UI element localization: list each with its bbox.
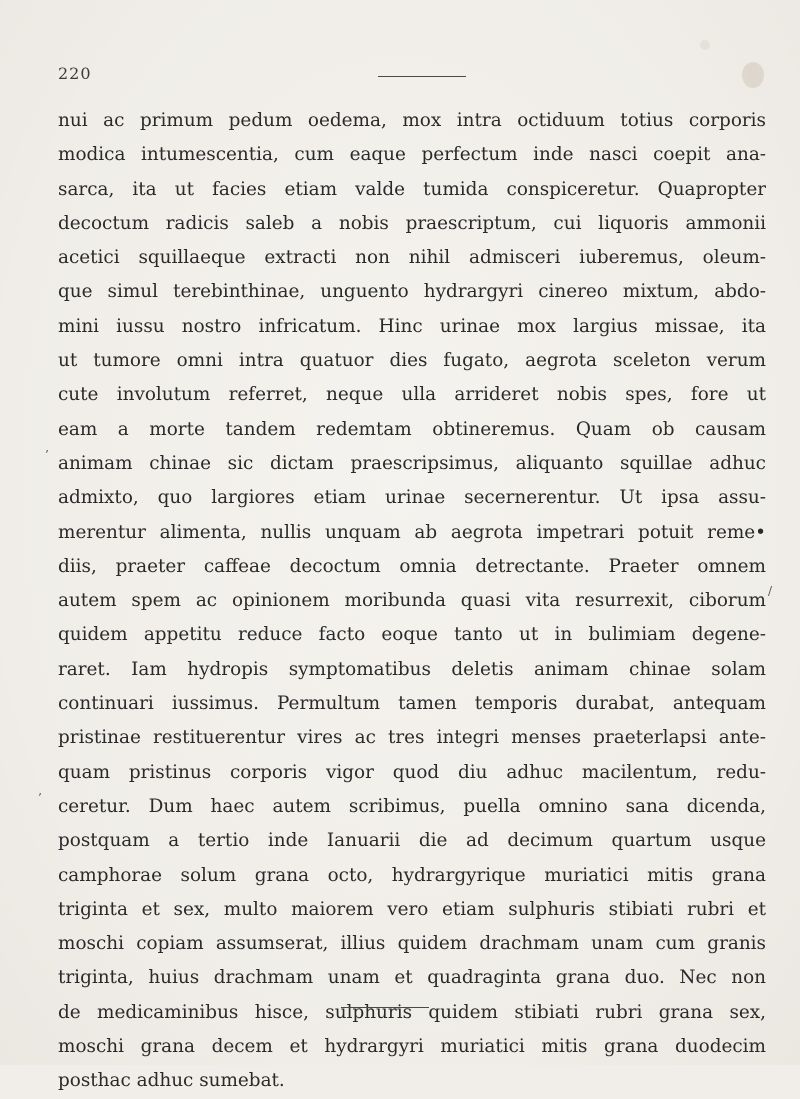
- text-line: quam pristinus corporis vigor quod diu adhuc macilentum, redu-: [58, 761, 766, 783]
- text-line: raret. Iam hydropis symptomatibus deletis animam chinae solam: [58, 658, 766, 680]
- footer-rule: [341, 1007, 429, 1008]
- page-header: [58, 64, 478, 84]
- text-line: moschi copiam assumserat, illius quidem drachmam unam cum granis: [58, 933, 766, 955]
- text-line: quidem appetitu reduce facto eoque tanto ut in bulimiam degene-: [58, 624, 766, 646]
- text-line: autem spem ac opinionem moribunda quasi vita resurrexit, ciborum: [58, 590, 766, 612]
- margin-mark: ’: [38, 791, 42, 805]
- text-line: acetici squillaeque extracti non nihil admisceri iuberemus, oleum-: [58, 247, 766, 269]
- text-line: eam a morte tandem redemtam obtineremus. Quam ob causam: [58, 418, 766, 440]
- paper-stain: [742, 62, 764, 88]
- text-line: posthac adhuc sumebat.: [58, 1070, 285, 1092]
- margin-mark: ’: [45, 448, 49, 462]
- text-line: moschi grana decem et hydrargyri muriatici mitis grana duodecim: [58, 1036, 766, 1058]
- text-line: triginta, huius drachmam unam et quadraginta grana duo. Nec non: [58, 967, 766, 989]
- text-line: que simul terebinthinae, unguento hydrargyri cinereo mixtum, abdo-: [58, 281, 766, 303]
- text-line: modica intumescentia, cum eaque perfectum inde nasci coepit ana-: [58, 144, 766, 166]
- text-line: ceretur. Dum haec autem scribimus, puella omnino sana dicenda,: [58, 795, 766, 817]
- text-line: triginta et sex, multo maiorem vero etiam sulphuris stibiati rubri et: [58, 898, 766, 920]
- margin-mark: /: [768, 584, 773, 598]
- text-line: continuari iussimus. Permultum tamen temporis durabat, antequam: [58, 693, 766, 715]
- text-line: admixto, quo largiores etiam urinae secernerentur. Ut ipsa assu-: [58, 487, 766, 509]
- text-line: pristinae restituerentur vires ac tres integri menses praeterlapsi ante-: [58, 727, 766, 749]
- body-text: [58, 104, 766, 1099]
- text-line: nui ac primum pedum oedema, mox intra octiduum totius corporis: [58, 110, 766, 131]
- page-number: 220: [58, 64, 92, 83]
- text-line: sarca, ita ut facies etiam valde tumida conspiceretur. Quapropter: [58, 178, 766, 200]
- text-line: animam chinae sic dictam praescripsimus, aliquanto squillae adhuc: [58, 452, 766, 474]
- text-line: mini iussu nostro infricatum. Hinc urinae mox largius missae, ita: [58, 315, 766, 337]
- text-line: de medicaminibus hisce, sulphuris quidem stibiati rubri grana sex,: [58, 1001, 766, 1023]
- text-line: camphorae solum grana octo, hydrargyrique muriatici mitis grana: [58, 864, 766, 886]
- text-line: decoctum radicis saleb a nobis praescriptum, cui liquoris ammonii: [58, 212, 766, 234]
- text-line: diis, praeter caffeae decoctum omnia detrectante. Praeter omnem: [58, 555, 766, 577]
- text-line: merentur alimenta, nullis unquam ab aegrota impetrari potuit reme•: [58, 521, 766, 543]
- text-line: postquam a tertio inde Ianuarii die ad decimum quartum usque: [58, 830, 766, 852]
- header-rule: [378, 76, 466, 77]
- text-line: ut tumore omni intra quatuor dies fugato, aegrota sceleton verum: [58, 350, 766, 372]
- text-line: cute involutum referret, neque ulla arrideret nobis spes, fore ut: [58, 384, 766, 406]
- paper-stain: [700, 40, 710, 50]
